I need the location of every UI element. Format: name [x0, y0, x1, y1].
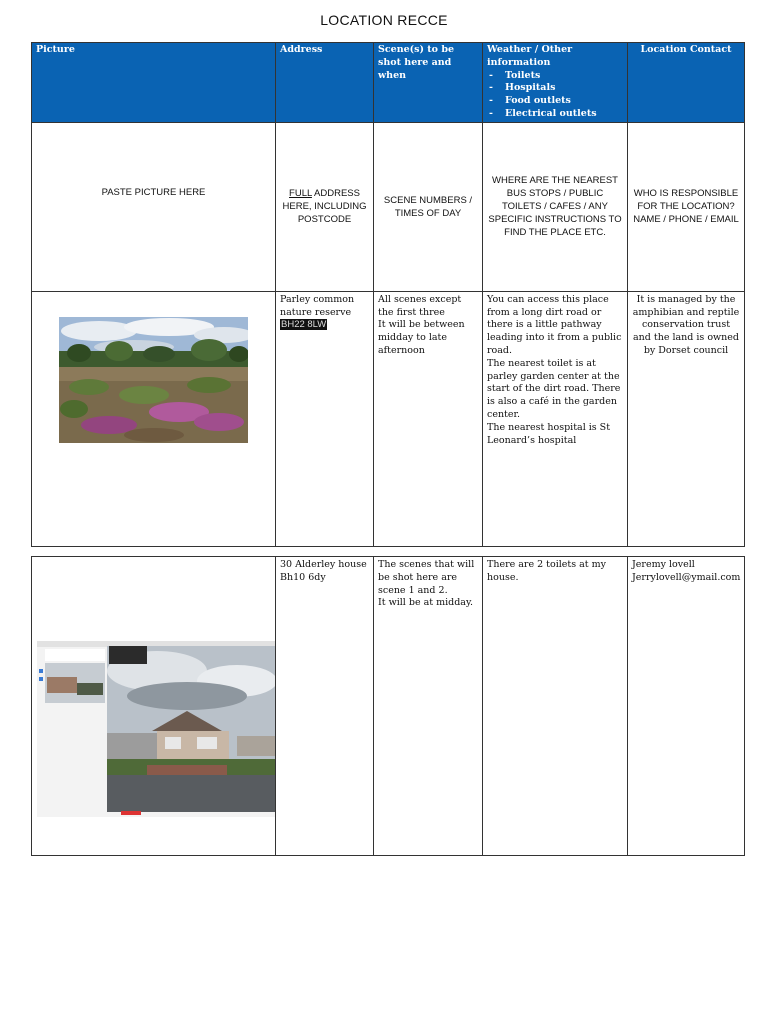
instruction-address-underlined: FULL — [289, 188, 312, 200]
header-weather — [483, 43, 628, 123]
scenes-cell-2: The scenes that will be shot here are scene 1 and 2. It will be at midday. — [374, 557, 483, 856]
picture-cell-2 — [32, 557, 276, 856]
instruction-weather: WHERE ARE THE NEAREST BUS STOPS / PUBLIC TOILETS / CAFES / ANY SPECIFIC INSTRUCTIONS TO FIND THE PLACE ETC. — [483, 122, 628, 291]
page-title: LOCATION RECCE — [320, 12, 448, 28]
header-address: Address — [276, 43, 374, 123]
weather-item: - Food outlets — [487, 95, 623, 108]
picture-cell-1 — [32, 291, 276, 546]
instruction-scenes: SCENE NUMBERS / TIMES OF DAY — [374, 122, 483, 291]
contact-cell-2 — [628, 557, 745, 856]
contact-cell-1: It is managed by the amphibian and reptile conservation trust and the land is owned by Dorset council — [628, 291, 745, 546]
weather-item: - Toilets — [487, 70, 623, 83]
instruction-address-rest: ADDRESS HERE, INCLUDING POSTCODE — [282, 188, 367, 226]
location-row-2 — [32, 557, 745, 856]
address-cell-1 — [276, 291, 374, 546]
header-row — [32, 43, 745, 123]
instruction-row — [32, 122, 745, 291]
weather-item: - Hospitals — [487, 82, 623, 95]
info-cell-1: You can access this place from a long dirt road or there is a little pathway leading into it from a public road. The nearest toilet is at parley garden center at the start of the dirt road. There is also a café in the garden center. The nearest hospital is St Leonard’s hospital — [483, 291, 628, 546]
postcode-1: BH22 8LW — [281, 319, 327, 331]
contact-email-2: Jerrylovell@ymail.com — [632, 571, 741, 583]
recce-table — [31, 42, 745, 547]
weather-list — [487, 70, 623, 121]
header-contact: Location Contact — [628, 43, 745, 123]
weather-item: - Electrical outlets — [487, 108, 623, 121]
instruction-picture: PASTE PICTURE HERE — [32, 122, 276, 291]
header-scenes: Scene(s) to be shot here and when — [374, 43, 483, 123]
instruction-address — [276, 122, 374, 291]
info-cell-2: There are 2 toilets at my house. — [483, 557, 628, 856]
address-cell-2: 30 Alderley house Bh10 6dy — [276, 557, 374, 856]
location-row-1 — [32, 291, 745, 546]
heathland-photo — [59, 317, 248, 443]
recce-table-2 — [31, 556, 745, 856]
header-weather-label: Weather / Other information — [487, 44, 573, 68]
street-view-screenshot — [37, 641, 275, 817]
address-1: Parley common nature reserve — [280, 293, 355, 318]
header-picture: Picture — [32, 43, 276, 123]
instruction-contact: WHO IS RESPONSIBLE FOR THE LOCATION? NAME / PHONE / EMAIL — [628, 122, 745, 291]
scenes-cell-1: All scenes except the first three It will be between midday to late afternoon — [374, 291, 483, 546]
contact-name-2: Jeremy lovell — [632, 559, 695, 570]
